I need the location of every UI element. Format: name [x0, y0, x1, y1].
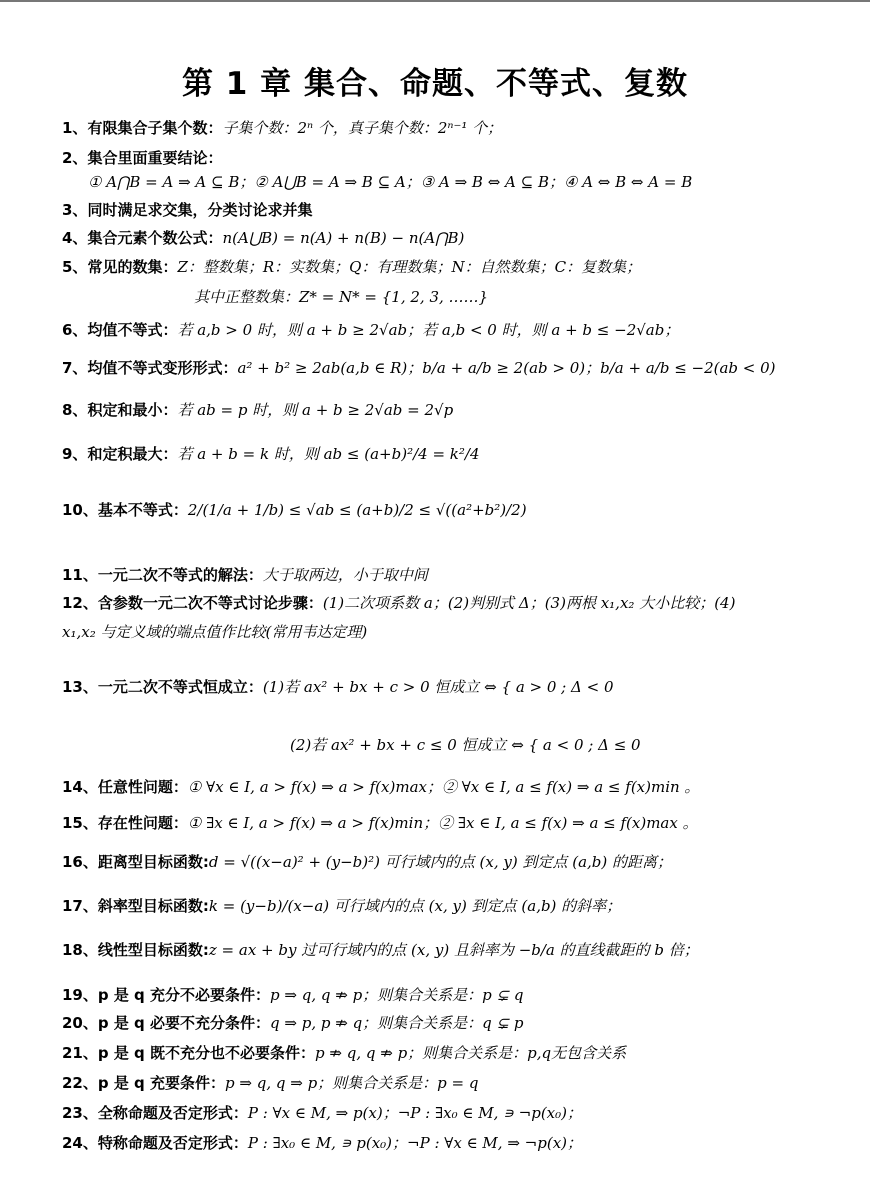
item-label: 含参数一元二次不等式讨论步骤： [97, 594, 323, 612]
item-formula: n(A⋃B) = n(A) + n(B) − n(A⋂B) [222, 229, 465, 247]
item-formula: ① A⋂B = A ⇒ A ⊆ B；② A⋃B = A ⇒ B ⊆ A；③ A ⇒ B ⇔ A ⊆ B；④ A ⇔ B ⇔ A = B [88, 173, 693, 191]
item-number: 23、 [62, 1104, 98, 1122]
item-label: 和定积最大： [87, 445, 178, 463]
item-number: 5、 [62, 258, 88, 276]
item-label: 线性型目标函数: [97, 941, 209, 959]
item-label: 均值不等式： [87, 321, 178, 339]
item-number: 17、 [62, 897, 98, 915]
item-line [62, 358, 776, 378]
item-line [62, 940, 699, 960]
item-label: 任意性问题： [97, 778, 188, 796]
item-number: 4、 [62, 229, 88, 247]
item-line [62, 200, 312, 220]
item-label: p 是 q 必要不充分条件： [97, 1014, 271, 1032]
item-number: 1、 [62, 119, 88, 137]
item-formula: 大于取两边，小于取中间 [262, 566, 428, 584]
item-label: 一元二次不等式的解法： [97, 566, 263, 584]
item-label: 存在性问题： [97, 814, 188, 832]
item-line [62, 500, 527, 520]
item-number: 19、 [62, 986, 98, 1004]
item-line [88, 172, 692, 192]
item-line [62, 1103, 582, 1123]
item-formula: 子集个数：2ⁿ 个，真子集个数：2ⁿ⁻¹ 个； [222, 119, 503, 137]
item-formula: 2/(1/a + 1/b) ≤ √ab ≤ (a+b)/2 ≤ √((a²+b²)/2) [187, 501, 527, 519]
item-label: 同时满足求交集，分类讨论求并集 [87, 201, 313, 219]
item-number: 9、 [62, 445, 88, 463]
item-formula: P : ∀x ∈ M, ⇒ p(x)；¬P : ∃x₀ ∈ M, ∍ ¬p(x₀)； [247, 1104, 582, 1122]
item-line [290, 735, 641, 755]
top-border-line [0, 0, 870, 2]
item-number: 6、 [62, 321, 88, 339]
item-line [62, 777, 699, 797]
item-formula: (2)若 ax² + bx + c ≤ 0 恒成立 ⇔ { a < 0 ; Δ ≤ 0 [290, 736, 641, 754]
item-line [62, 1013, 524, 1033]
item-label: 集合里面重要结论： [87, 149, 223, 167]
item-line [62, 985, 524, 1005]
item-label: 有限集合子集个数： [87, 119, 223, 137]
item-label: p 是 q 充分不必要条件： [97, 986, 271, 1004]
item-number: 13、 [62, 678, 98, 696]
item-number: 14、 [62, 778, 98, 796]
item-label: 积定和最小： [87, 401, 178, 419]
item-number: 21、 [62, 1044, 98, 1062]
item-label: 特称命题及否定形式： [97, 1134, 248, 1152]
item-line [62, 565, 428, 585]
item-number: 24、 [62, 1134, 98, 1152]
item-label: 一元二次不等式恒成立： [97, 678, 263, 696]
item-number: 20、 [62, 1014, 98, 1032]
item-line [62, 593, 735, 613]
item-label: p 是 q 充要条件： [97, 1074, 226, 1092]
item-number: 10、 [62, 501, 98, 519]
item-label: 距离型目标函数: [97, 853, 209, 871]
item-line [62, 320, 679, 340]
item-formula: k = (y−b)/(x−a) 可行域内的点 (x, y) 到定点 (a,b) 的斜率； [208, 897, 622, 915]
item-formula: Z：整数集；R：实数集；Q：有理数集；N：自然数集；C：复数集； [177, 258, 642, 276]
item-formula: d = √((x−a)² + (y−b)²) 可行域内的点 (x, y) 到定点 (a,b) 的距离； [208, 853, 673, 871]
item-number: 16、 [62, 853, 98, 871]
item-label: 常见的数集： [87, 258, 178, 276]
item-number: 22、 [62, 1074, 98, 1092]
item-formula: (1)若 ax² + bx + c > 0 恒成立 ⇔ { a > 0 ; Δ < 0 [262, 678, 614, 696]
item-label: p 是 q 既不充分也不必要条件： [97, 1044, 316, 1062]
item-formula: a² + b² ≥ 2ab(a,b ∈ R)；b/a + a/b ≥ 2(ab > 0)；b/a + a/b ≤ −2(ab < 0) [237, 359, 776, 377]
item-label: 全称命题及否定形式： [97, 1104, 248, 1122]
item-label: 斜率型目标函数: [97, 897, 209, 915]
item-formula: ① ∀x ∈ I, a > f(x) ⇒ a > f(x)max；② ∀x ∈ I, a ≤ f(x) ⇒ a ≤ f(x)min 。 [187, 778, 700, 796]
item-formula: ① ∃x ∈ I, a > f(x) ⇒ a > f(x)min；② ∃x ∈ I, a ≤ f(x) ⇒ a ≤ f(x)max 。 [187, 814, 698, 832]
item-number: 7、 [62, 359, 88, 377]
item-line [194, 287, 488, 307]
item-formula: (1)二次项系数 a；(2)判别式 Δ；(3)两根 x₁,x₂ 大小比较；(4) [322, 594, 736, 612]
item-number: 11、 [62, 566, 98, 584]
page-title: 第 1 章 集合、命题、不等式、复数 [182, 66, 688, 102]
item-line [62, 444, 479, 464]
item-line [62, 148, 222, 168]
item-line [62, 257, 641, 277]
item-number: 8、 [62, 401, 88, 419]
item-number: 18、 [62, 941, 98, 959]
item-line [62, 400, 453, 420]
item-formula: 若 a,b > 0 时，则 a + b ≥ 2√ab；若 a,b < 0 时，则 a + b ≤ −2√ab； [177, 321, 680, 339]
item-line [62, 1043, 626, 1063]
item-line [62, 677, 614, 697]
item-formula: q ⇒ p, p ⇏ q；则集合关系是：q ⊊ p [270, 1014, 524, 1032]
item-label: 均值不等式变形形式： [87, 359, 238, 377]
item-number: 2、 [62, 149, 88, 167]
item-formula: 若 a + b = k 时，则 ab ≤ (a+b)²/4 = k²/4 [177, 445, 480, 463]
item-line [62, 118, 502, 138]
item-formula: 若 ab = p 时，则 a + b ≥ 2√ab = 2√p [177, 401, 454, 419]
item-formula: P : ∃x₀ ∈ M, ∍ p(x₀)；¬P : ∀x ∈ M, ⇒ ¬p(x)； [247, 1134, 582, 1152]
item-label: 基本不等式： [97, 501, 188, 519]
item-line [62, 852, 672, 872]
item-line [62, 622, 367, 642]
item-line [62, 813, 698, 833]
item-formula: p ⇏ q, q ⇏ p；则集合关系是：p,q无包含关系 [315, 1044, 627, 1062]
item-number: 12、 [62, 594, 98, 612]
item-number: 15、 [62, 814, 98, 832]
item-formula: p ⇒ q, q ⇒ p；则集合关系是：p = q [225, 1074, 479, 1092]
item-formula: x₁,x₂ 与定义域的端点值作比较(常用韦达定理) [62, 623, 368, 641]
item-line [62, 228, 464, 248]
item-line [62, 896, 621, 916]
item-line [62, 1133, 582, 1153]
item-formula: z = ax + by 过可行域内的点 (x, y) 且斜率为 −b/a 的直线截距的 b 倍； [208, 941, 699, 959]
item-label: 集合元素个数公式： [87, 229, 223, 247]
item-number: 3、 [62, 201, 88, 219]
item-line [62, 1073, 479, 1093]
item-formula: p ⇒ q, q ⇏ p；则集合关系是：p ⊊ q [270, 986, 524, 1004]
item-formula: 其中正整数集：Z* = N* = {1, 2, 3, ……} [194, 288, 489, 306]
